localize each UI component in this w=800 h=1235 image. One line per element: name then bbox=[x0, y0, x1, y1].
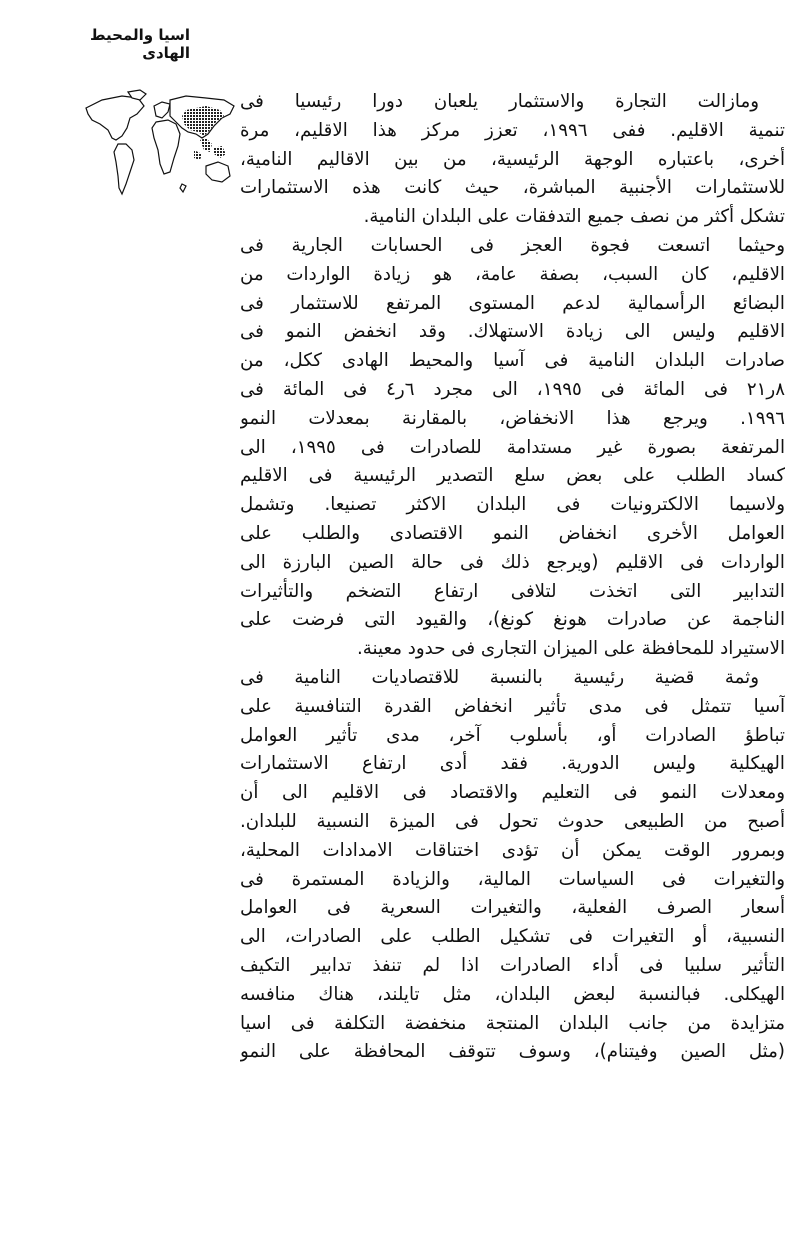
text-line: التأثير سلبيا فى أداء الصادرات اذا لم تنفذ تدابير التكيف bbox=[240, 954, 785, 976]
text-line: أخرى، باعتباره الوجهة الرئيسية، من بين الاقاليم النامية، bbox=[240, 148, 785, 170]
text-line: آسيا تتمثل فى مدى تأثير انخفاض القدرة التنافسية على bbox=[240, 695, 785, 717]
text-line: ومعدلات النمو فى التعليم والاقتصاد فى الاقليم الى أن bbox=[240, 782, 785, 804]
text-line: (مثل الصين وفيتنام)، وسوف تتوقف المحافظة على النمو bbox=[240, 1041, 785, 1063]
text-line: صادرات البلدان النامية فى آسيا والمحيط الهادى ككل، من bbox=[240, 350, 785, 372]
text-line: ومازالت التجارة والاستثمار يلعبان دورا رئيسيا فى bbox=[240, 91, 759, 112]
text-line: ١٩٩٦. ويرجع هذا الانخفاض، بالمقارنة بمعدلات النمو bbox=[240, 407, 785, 429]
text-line: وبمرور الوقت يمكن أن تؤدى اختناقات الامدادات المحلية، bbox=[240, 839, 785, 861]
text-line: البضائع الرأسمالية لدعم المستوى المرتفع للاستثمار فى bbox=[240, 292, 785, 314]
text-line: الاقليم، كان السبب، بصفة عامة، هو زيادة الواردات من bbox=[240, 263, 785, 285]
text-line: الاقليم وليس الى زيادة الاستهلاك. وقد انخفض النمو فى bbox=[240, 321, 785, 343]
text-line: أسعار الصرف الفعلية، والتغيرات السعرية فى العوامل bbox=[240, 897, 785, 919]
world-map-icon bbox=[82, 88, 242, 228]
text-line: التدابير التى اتخذت لتلافى ارتفاع التضخم والتأثيرات bbox=[240, 580, 785, 602]
text-line: الهيكلية وليس الدورية. فقد أدى ارتفاع الاستثمارات bbox=[240, 753, 785, 775]
text-line: متزايدة من جانب البلدان المنتجة منخفضة التكلفة فى اسيا bbox=[240, 1012, 785, 1034]
text-line: للاستثمارات الأجنبية المباشرة، حيث كانت هذه الاستثمارات bbox=[240, 177, 785, 199]
text-line: العوامل الأخرى انخفاض النمو الاقتصادى والطلب على bbox=[240, 522, 785, 544]
text-line: تنمية الاقليم. ففى ١٩٩٦، تعزز مركز هذا الاقليم، مرة bbox=[240, 119, 785, 141]
text-line: ٨ر٢١ فى المائة فى ١٩٩٥، الى مجرد ٦ر٤ فى المائة فى bbox=[240, 378, 785, 400]
text-line: وحيثما اتسعت فجوة العجز فى الحسابات الجارية فى bbox=[240, 234, 785, 256]
text-line: النسبية، أو التغيرات فى تشكيل الطلب على الصادرات، الى bbox=[240, 926, 785, 948]
text-line: الواردات فى الاقليم (ويرجع ذلك فى حالة الصين البارزة الى bbox=[240, 551, 785, 573]
text-line: وثمة قضية رئيسية بالنسبة للاقتصاديات النامية فى bbox=[240, 666, 759, 688]
running-head: اسيا والمحيط الهادى bbox=[89, 26, 190, 62]
text-line: الناجمة عن صادرات هونغ كونغ)، والقيود التى فرضت على bbox=[240, 609, 785, 631]
text-line: كساد الطلب على بعض سلع التصدير الرئيسية فى الاقليم bbox=[240, 465, 785, 487]
text-line: والتغيرات فى السياسات المالية، والزيادة المستمرة فى bbox=[240, 868, 785, 890]
text-line: تشكل أكثر من نصف جميع التدفقات على البلدان النامية. bbox=[363, 206, 785, 228]
text-line: المرتفعة بصورة غير مستدامة للصادرات فى ١٩٩٥، الى bbox=[240, 436, 785, 458]
body-text bbox=[240, 88, 785, 1233]
text-line: أصبح من الطبيعى حدوث تحول فى الميزة النسبية للبلدان. bbox=[240, 810, 785, 832]
text-line: الاستيراد للمحافظة على الميزان التجارى فى حدود معينة. bbox=[356, 638, 785, 660]
text-line: الهيكلى. فبالنسبة لبعض البلدان، مثل تايلند، هناك منافسه bbox=[240, 983, 785, 1005]
text-line: ولاسيما الالكترونيات فى البلدان الاكثر تصنيعا. وتشمل bbox=[240, 494, 785, 516]
text-line: تباطؤ الصادرات أو، بأسلوب آخر، مدى تأثير العوامل bbox=[240, 724, 785, 746]
